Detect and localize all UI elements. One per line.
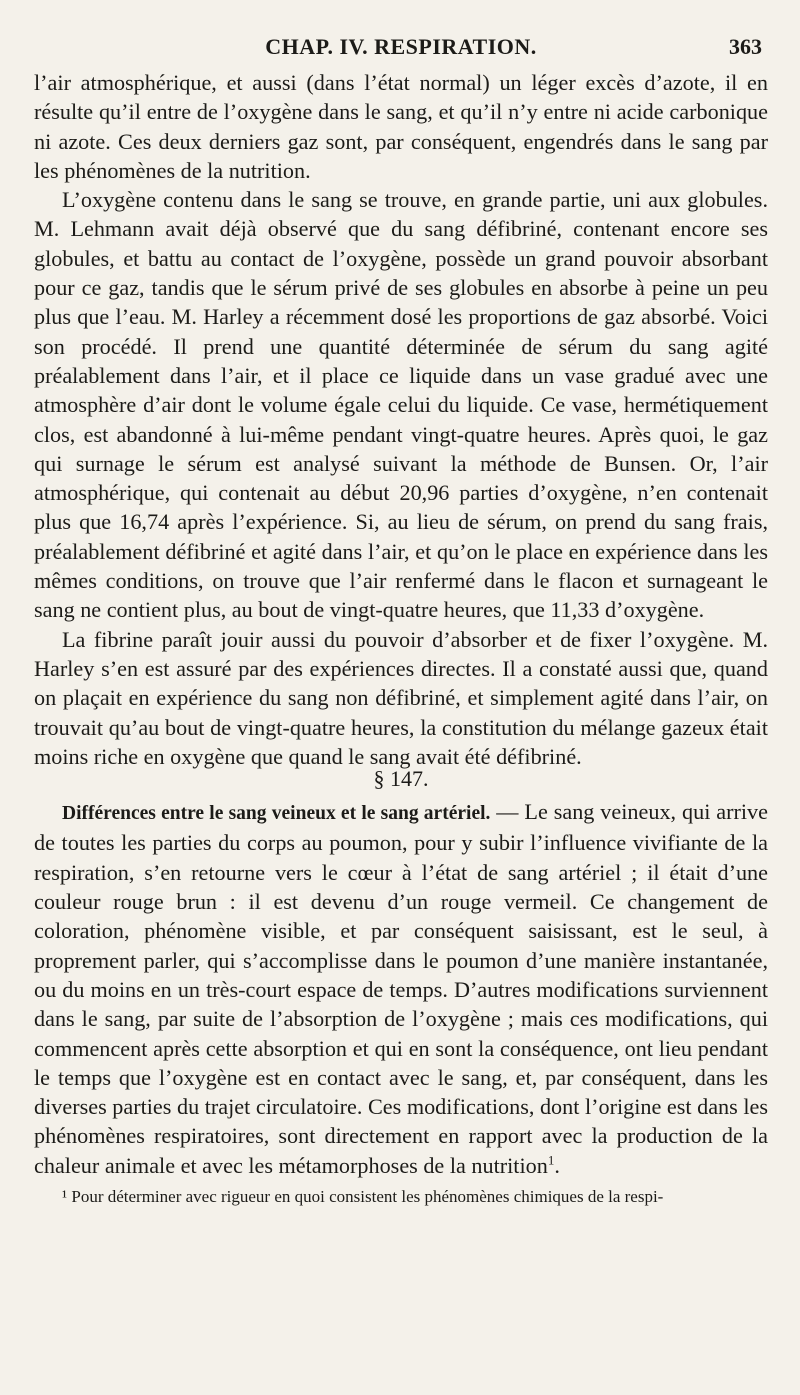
section-number: § 147.: [373, 766, 429, 792]
section-text-end: .: [554, 1152, 560, 1178]
section-title: Différences entre le sang veineux et le sang artériel.: [62, 803, 491, 825]
page-header: [34, 28, 768, 68]
footnote-text: Pour déterminer avec rigueur en quoi consistent les phénomènes chimiques de la respi-: [67, 1186, 664, 1206]
section-text: — Le sang veineux, qui arrive de toutes les parties du corps au poumon, pour y subir l’influence vivifiante de la respiration, s’en retourne vers le cœur à l’état de sang artériel ; il était d’une couleur rouge brun : il est devenu d’un rouge vermeil. Ce changement de coloration, phénomène visible, et par conséquent saisissant, est le seul, à proprement parler, qui s’accomplisse dans le poumon d’une manière instantanée, ou du moins en un très-court espace de temps. D’autres modifications surviennent dans le sang, par suite de l’absorption de l’oxygène ; mais ces modifications, qui commencent après cette absorption et qui en sont la conséquence, ont lieu pendant le temps que l’oxygène est en contact avec le sang, et, par conséquent, dans les diverses parties du trajet circulatoire. Ces modifications, dont l’origine est dans les phénomènes respiratoires, sont directement en rapport avec la production de la chaleur animale et avec les métamorphoses de la nutrition: [34, 799, 768, 1178]
footnote-marker: ¹: [62, 1186, 68, 1206]
running-head: CHAP. IV. RESPIRATION.: [265, 34, 537, 59]
paragraph-3: La fibrine paraît jouir aussi du pouvoir d’absorber et de fixer l’oxygène. M. Harley s’en est assuré par des expériences directes. Il a constaté aussi que, quand on plaçait en expérience du sang non défibriné, et simplement agité dans l’air, on trouvait qu’au bout de vingt-quatre heures, la constitution du mélange gazeux était moins riche en oxygène que quand le sang avait été défibriné.: [34, 626, 768, 769]
page-number: 363: [729, 34, 762, 59]
footnote: [34, 1186, 768, 1208]
section-paragraph: [34, 797, 768, 1180]
footnote-reference: 1: [547, 1152, 555, 1168]
body-text: [34, 68, 768, 1180]
paragraph-1: l’air atmosphérique, et aussi (dans l’état normal) un léger excès d’azote, il en résulte qu’il entre de l’oxygène dans le sang, et qu’il n’y entre ni acide carbonique ni azote. Ces deux derniers gaz sont, par conséquent, engendrés dans le sang par les phénomènes de la nutrition.: [34, 70, 768, 183]
paragraph-2: L’oxygène contenu dans le sang se trouve, en grande partie, uni aux globules. M. Lehmann avait déjà observé que du sang défibriné, contenant encore ses globules, et battu au contact de l’oxygène, possède un grand pouvoir absorbant pour ce gaz, tandis que le sérum privé de ses globules en absorbe à peine un peu plus que l’eau. M. Harley a récemment dosé les proportions de gaz absorbé. Voici son procédé. Il prend une quantité déterminée de sérum du sang agité préalablement dans l’air, et il place ce liquide dans un vase gradué avec une atmosphère d’air dont le volume égale celui du liquide. Ce vase, hermétiquement clos, est abandonné à lui-même pendant vingt-quatre heures. Après quoi, le gaz qui surnage le sérum est analysé suivant la méthode de Bunsen. Or, l’air atmosphérique, qui contenait au début 20,96 parties d’oxygène, n’en contenait plus que 16,74 après l’expérience. Si, au lieu de sérum, on prend du sang frais, préalablement défibriné et agité dans l’air, et qu’on le place en expérience dans les mêmes conditions, on trouve que l’air renfermé dans le flacon et surnageant le sang ne contient plus, au bout de vingt-quatre heures, que 11,33 d’oxygène.: [34, 187, 768, 623]
